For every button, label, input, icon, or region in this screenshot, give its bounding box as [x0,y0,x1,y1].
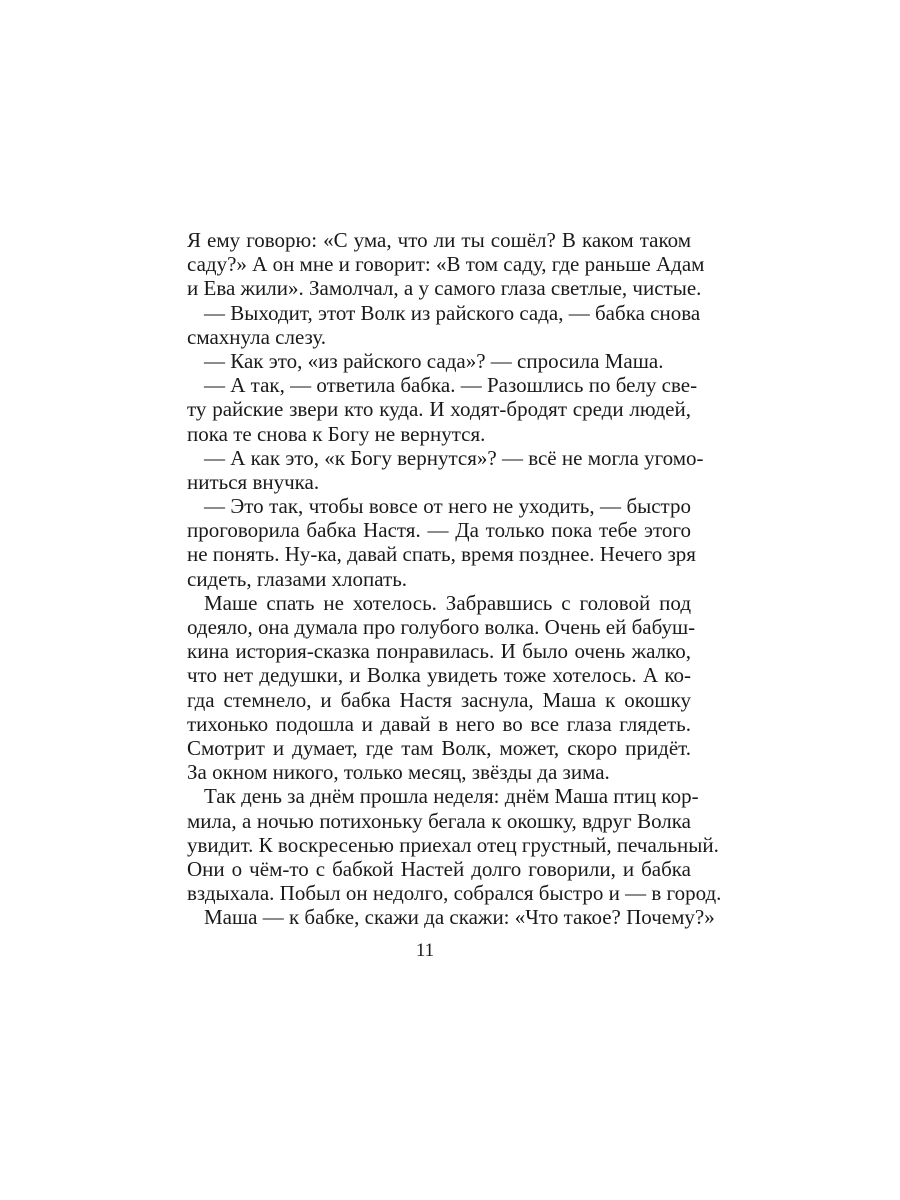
text-line: гда стемнело, и бабка Настя заснула, Маша к окошку [187,687,691,712]
body-text [187,228,722,930]
text-line: — Это так, чтобы вовсе от него не уходить, — быстро [204,494,691,519]
text-line: саду?» А он мне и говорит: «В том саду, где раньше Адам [187,252,705,277]
text-line: Смотрит и думает, где там Волк, может, скоро придёт. [187,735,691,760]
text-line: За окном никого, только месяц, звёзды да зима. [187,760,610,785]
text-line: — А так, — ответила бабка. — Разошлись по белу све- [204,373,698,398]
text-line: что нет дедушки, и Волка увидеть тоже хотелось. А ко- [187,663,691,688]
text-line: тихонько подошла и давай в него во все глаза глядеть. [187,711,691,736]
page-number: 11 [415,940,435,961]
text-line: — Как это, «из райского сада»? — спросила Маша. [204,348,664,373]
text-line: Маша — к бабке, скажи да скажи: «Что такое? Почему?» [204,905,715,930]
text-line: пока те снова к Богу не вернутся. [187,421,486,446]
text-line: Я ему говорю: «С ума, что ли ты сошёл? В каком таком [187,228,691,252]
text-line: — А как это, «к Богу вернутся»? — всё не могла угомо- [204,445,704,470]
text-line: не понять. Ну-ка, давай спать, время позднее. Нечего зря [187,542,696,567]
text-line: вздыхала. Побыл он недолго, собрался быстро и — в город. [187,881,722,906]
text-line: ту райские звери кто куда. И ходят-бродят среди людей, [187,397,691,422]
text-line: и Ева жили». Замолчал, а у самого глаза светлые, чистые. [187,276,702,301]
text-line: Маше спать не хотелось. Забравшись с головой под [204,590,691,615]
text-line: увидит. К воскресенью приехал отец грустный, печальный. [187,832,719,857]
text-line: — Выходит, этот Волк из райского сада, — бабка снова [204,300,701,325]
text-line: смахнула слезу. [187,324,327,349]
text-line: ниться внучка. [187,469,320,494]
text-line: кина история-сказка понравилась. И было очень жалко, [187,639,691,664]
text-line: Так день за днём прошла неделя: днём Маша птиц кор- [204,784,699,809]
text-line: сидеть, глазами хлопать. [187,566,408,591]
text-line: одеяло, она думала про голубого волка. Очень ей бабуш- [187,615,696,639]
text-line: Они о чём-то с бабкой Настей долго говорили, и бабка [187,856,691,881]
text-line: мила, а ночью потихоньку бегала к окошку, вдруг Волка [187,808,691,833]
text-line: проговорила бабка Настя. — Да только пока тебе этого [187,518,691,543]
